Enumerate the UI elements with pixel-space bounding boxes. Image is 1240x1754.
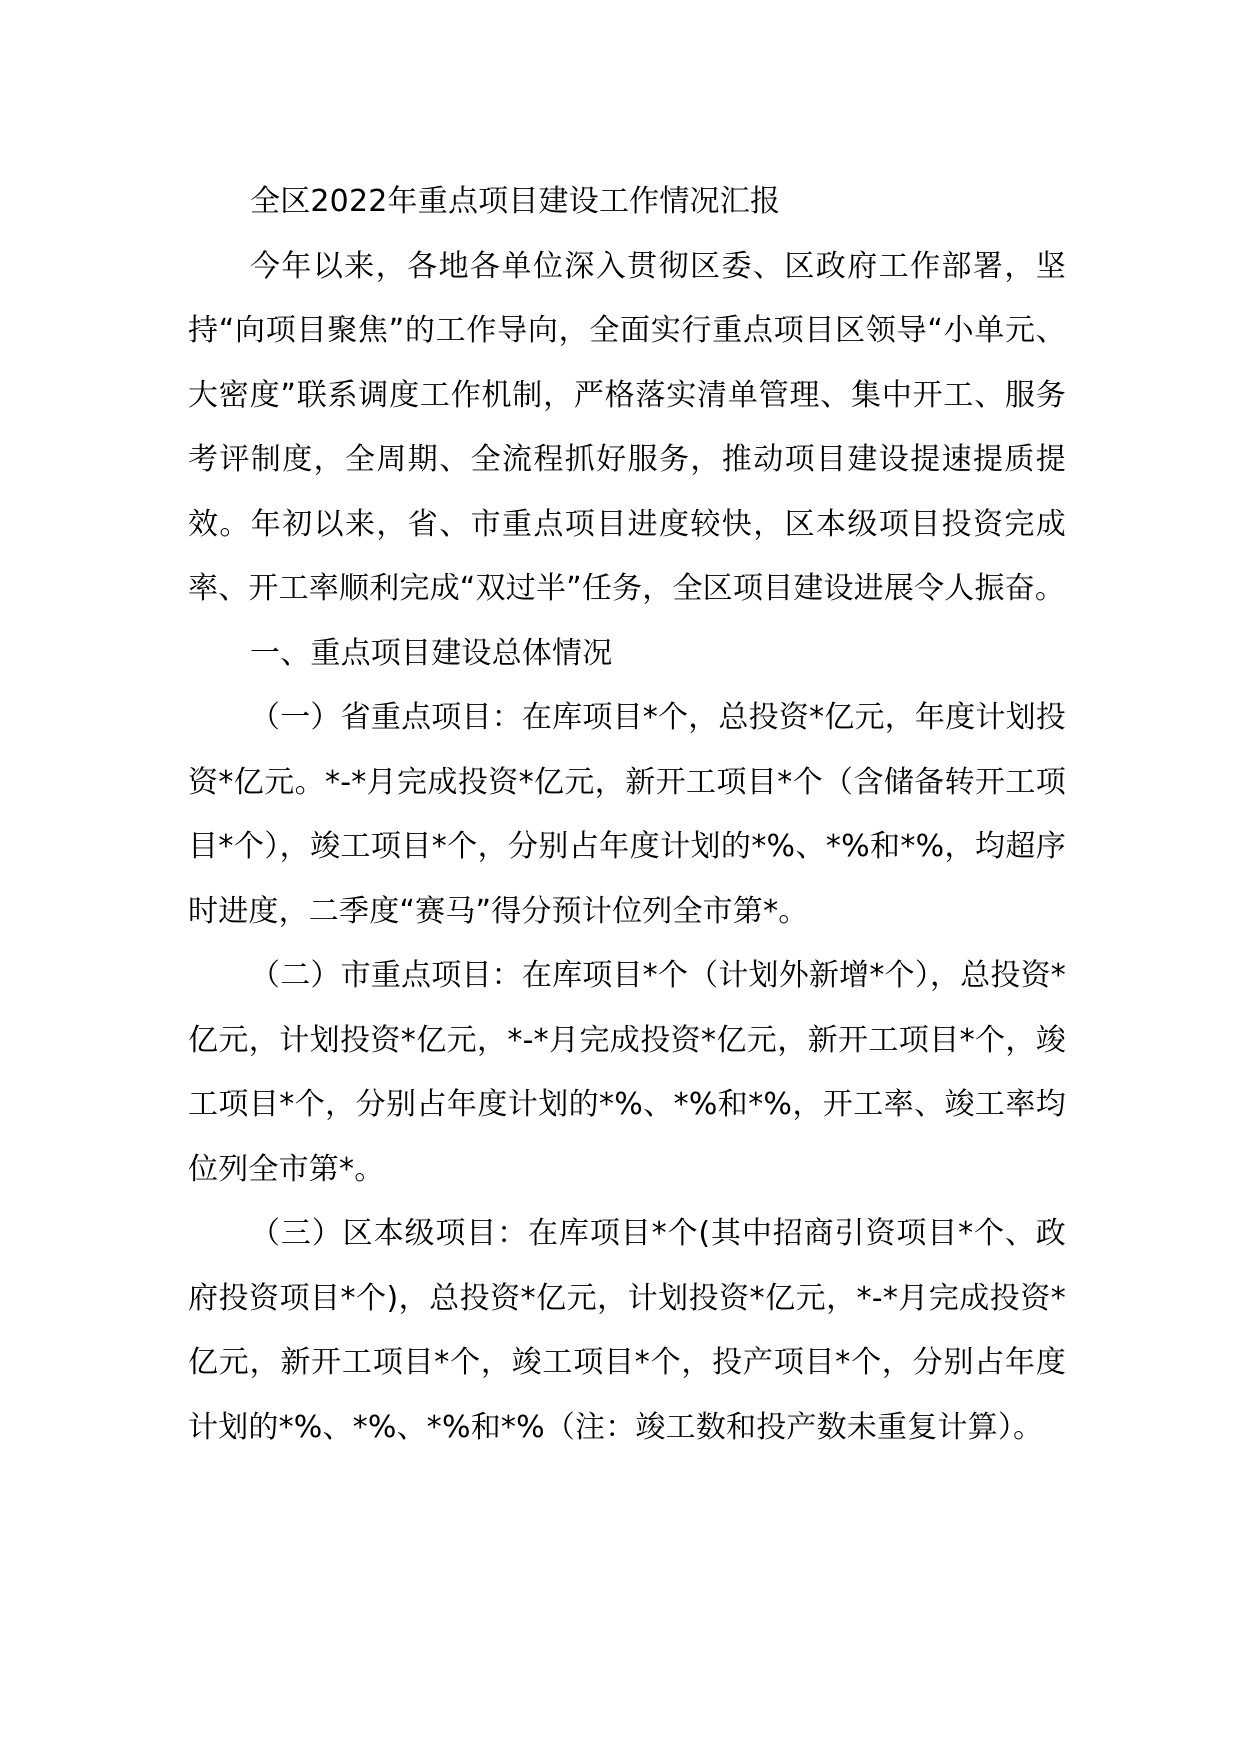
section-heading: 一、重点项目建设总体情况 — [250, 635, 613, 671]
document-title: 全区2022年重点项目建设工作情况汇报 — [250, 184, 781, 219]
document-page — [188, 170, 1066, 1460]
intro-paragraph: 今年以来，各地各单位深入贯彻区委、区政府工作部署，坚持“向项目聚焦”的工作导向，全面实行重点项目区领导“小单元、大密度”联系调度工作机制，严格落实清单管理、集中开工、服务考评制度，全周期、全流程抓好服务，推动项目建设提速提质提效。年初以来，省、市重点项目进度较快，区本级项目投资完成率、开工率顺利完成“双过半”任务，全区项目建设进展令人振奋。 — [188, 248, 1066, 606]
provincial-projects-paragraph: （一）省重点项目：在库项目*个，总投资*亿元，年度计划投资*亿元。*-*月完成投资*亿元，新开工项目*个（含储备转开工项目*个），竣工项目*个，分别占年度计划的*%、*%和*%，均超序时进度，二季度“赛马”得分预计位列全市第*。 — [188, 700, 1066, 929]
municipal-projects-paragraph: （二）市重点项目：在库项目*个（计划外新增*个），总投资*亿元，计划投资*亿元，*-*月完成投资*亿元，新开工项目*个，竣工项目*个，分别占年度计划的*%、*%和*%，开工率、竣工率均位列全市第*。 — [188, 958, 1066, 1187]
district-projects-paragraph: （三）区本级项目：在库项目*个(其中招商引资项目*个、政府投资项目*个)，总投资*亿元，计划投资*亿元，*-*月完成投资*亿元，新开工项目*个，竣工项目*个，投产项目*个，分别占年度计划的*%、*%、*%和*%（注：竣工数和投产数未重复计算）。 — [188, 1216, 1066, 1445]
